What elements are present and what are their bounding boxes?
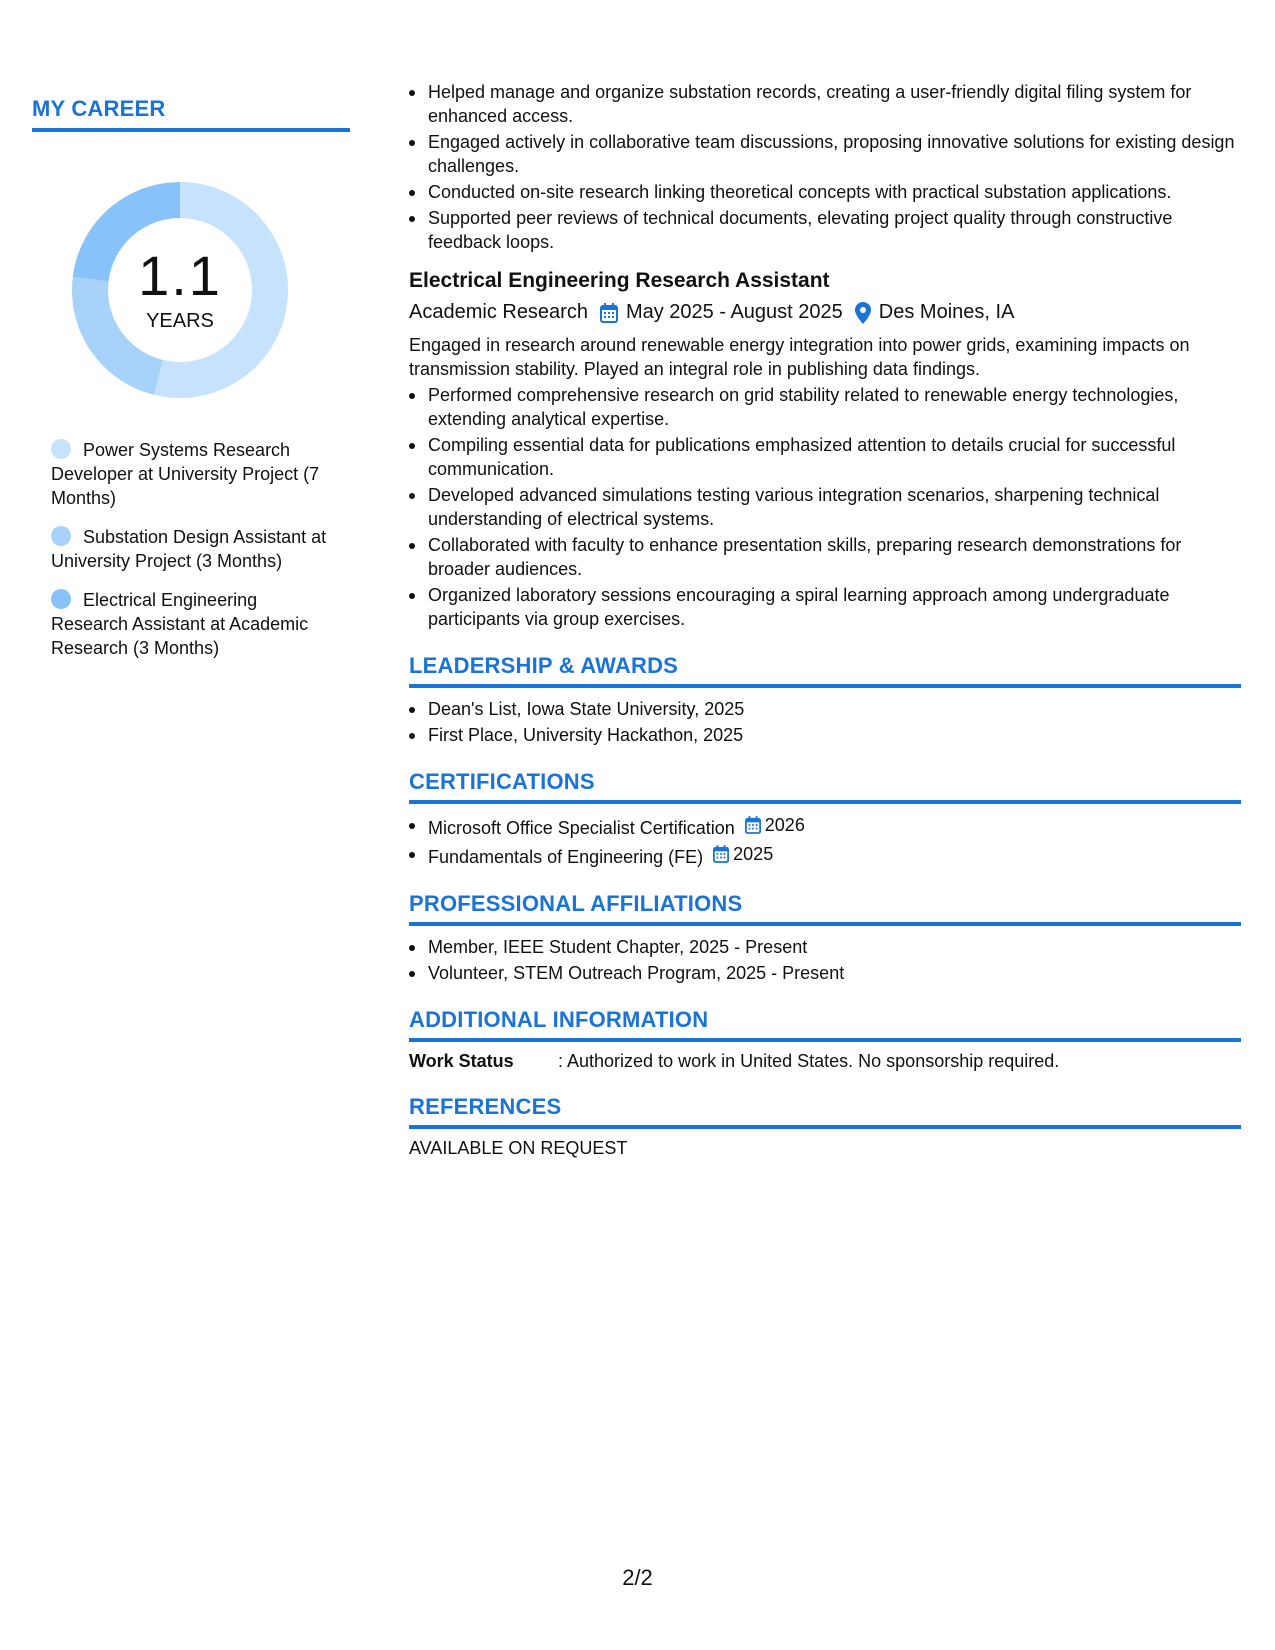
leadership-section [409,653,1241,747]
additional-section [409,1007,1241,1072]
job-meta [409,301,1241,324]
career-donut-chart [65,175,295,405]
calendar-icon [745,816,761,834]
list-item: Conducted on-site research linking theoretical concepts with practical substation applications. [409,180,1241,204]
job-title: Electrical Engineering Research Assistant [409,269,830,292]
legend-dot [51,439,71,459]
job-company: Academic Research [409,301,588,323]
list-item: Helped manage and organize substation records, creating a user-friendly digital filing system for enhanced access. [409,80,1241,128]
leadership-title: LEADERSHIP & AWARDS [409,653,1241,688]
career-total-value: 1.1 [138,243,222,307]
references-title: REFERENCES [409,1094,1241,1129]
list-item: Developed advanced simulations testing various integration scenarios, sharpening technical understanding of electrical systems. [409,483,1241,531]
list-item: Engaged actively in collaborative team discussions, proposing innovative solutions for existing design challenges. [409,130,1241,178]
previous-job-bullets [409,80,1241,254]
work-status-row [409,1051,1241,1072]
affiliations-section [409,891,1241,985]
certifications-title: CERTIFICATIONS [409,769,1241,804]
list-item: Compiling essential data for publications emphasized attention to details crucial for successful communication. [409,433,1241,481]
career-legend [51,438,336,660]
legend-dot [51,589,71,609]
career-section-title: MY CAREER [32,96,350,132]
list-item: Performed comprehensive research on grid stability related to renewable energy technologies, extending analytical expertise. [409,383,1241,431]
list-item: Supported peer reviews of technical documents, elevating project quality through constructive feedback loops. [409,206,1241,254]
additional-title: ADDITIONAL INFORMATION [409,1007,1241,1042]
list-item [409,842,1241,869]
legend-item [51,588,336,660]
references-text: AVAILABLE ON REQUEST [409,1138,628,1158]
list-item: Dean's List, Iowa State University, 2025 [409,697,1241,721]
list-item: Volunteer, STEM Outreach Program, 2025 - Present [409,961,1241,985]
certifications-section [409,769,1241,869]
legend-label: Substation Design Assistant at University Project (3 Months) [51,527,327,571]
legend-label: Electrical Engineering Research Assistant at Academic Research (3 Months) [51,590,309,658]
cert-name: Microsoft Office Specialist Certification [428,818,735,838]
cert-name: Fundamentals of Engineering (FE) [428,847,704,867]
list-item [409,813,1241,840]
page-number: 2/2 [622,1565,653,1590]
career-total-unit: YEARS [146,309,214,332]
legend-item [51,438,336,510]
legend-label: Power Systems Research Developer at University Project (7 Months) [51,440,320,508]
calendar-icon [713,845,729,863]
list-item: Collaborated with faculty to enhance presentation skills, preparing research demonstrations for broader audiences. [409,533,1241,581]
cert-year: 2026 [764,815,805,835]
legend-item [51,525,336,573]
cert-year: 2025 [733,844,774,864]
affiliations-title: PROFESSIONAL AFFILIATIONS [409,891,1241,926]
legend-dot [51,526,71,546]
list-item: Organized laboratory sessions encouraging a spiral learning approach among undergraduate participants via group exercises. [409,583,1241,631]
job-location: Des Moines, IA [878,301,1015,323]
job-bullets [409,383,1241,631]
work-status-value: : Authorized to work in United States. No sponsorship required. [558,1051,1060,1071]
work-status-label: Work Status [409,1051,514,1071]
list-item: Member, IEEE Student Chapter, 2025 - Present [409,935,1241,959]
list-item: First Place, University Hackathon, 2025 [409,723,1241,747]
location-pin-icon [855,302,871,324]
references-section [409,1094,1241,1159]
career-sidebar [32,96,350,675]
main-content [409,80,1241,1159]
job-dates: May 2025 - August 2025 [625,301,843,323]
calendar-icon [600,303,618,323]
job-summary: Engaged in research around renewable energy integration into power grids, examining impacts on transmission stability. Played an integral role in publishing data findings. [409,335,1190,379]
